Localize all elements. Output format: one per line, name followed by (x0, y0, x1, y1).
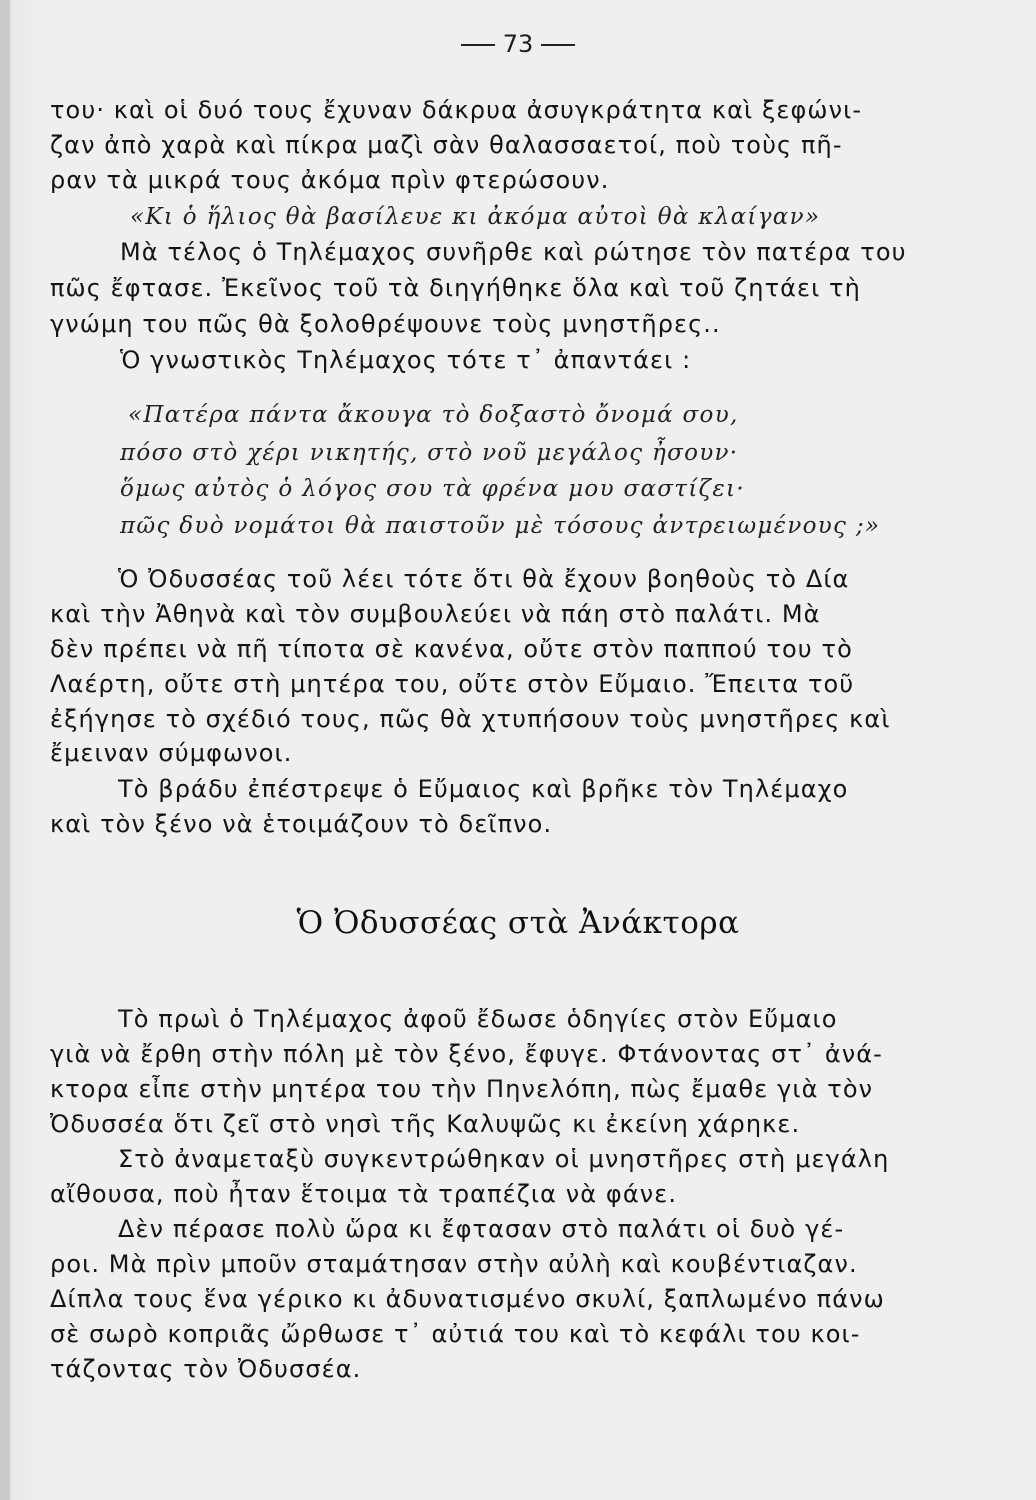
text-line: του· καὶ οἱ δυό τους ἔχυναν δάκρυα ἀσυγκράτητα καὶ ξεφώνι- (50, 96, 863, 124)
text-line: σὲ σωρὸ κοπριᾶς ὤρθωσε τ᾽ αὐτιά του καὶ τὸ κεφάλι του κοι- (50, 1320, 861, 1348)
poem-line: πόσο στὸ χέρι νικητής, στὸ νοῦ μεγάλος ἦσουν· (120, 440, 739, 466)
text-line: ζαν ἀπὸ χαρὰ καὶ πίκρα μαζὶ σὰν θαλασσαετοί, ποὺ τοὺς πῆ- (50, 131, 843, 159)
text-line: καὶ τὴν Ἀθηνὰ καὶ τὸν συμβουλεύει νὰ πάη στὸ παλάτι. Μὰ (50, 600, 821, 628)
page-number: 73 (0, 30, 1036, 58)
text-line: καὶ τὸν ξένο νὰ ἑτοιμάζουν τὸ δεῖπνο. (50, 810, 553, 838)
text-line: Μὰ τέλος ὁ Τηλέμαχος συνῆρθε καὶ ρώτησε τὸν πατέρα του (120, 238, 907, 266)
poem-line: πῶς δυὸ νομάτοι θὰ παιστοῦν μὲ τόσους ἀντρειωμένους ;» (120, 513, 881, 539)
text-line: Λαέρτη, οὔτε στὴ μητέρα του, οὔτε στὸν Εὔμαιο. Ἔπειτα τοῦ (50, 670, 855, 698)
page-number-dash-right (541, 44, 575, 46)
text-line: Τὸ πρωὶ ὁ Τηλέμαχος ἀφοῦ ἔδωσε ὁδηγίες στὸν Εὔμαιο (118, 1005, 838, 1033)
text-line: ροι. Μὰ πρὶν μποῦν σταμάτησαν στὴν αὐλὴ καὶ κουβέντιαζαν. (50, 1250, 858, 1278)
chapter-title: Ὁ Ὀδυσσέας στὰ Ἀνάκτορα (296, 905, 740, 941)
quote-line: «Κι ὁ ἥλιος θὰ βασίλευε κι ἀκόμα αὐτοὶ θὰ κλαίγαν» (130, 204, 821, 230)
text-line: Ὁ γνωστικὸς Τηλέμαχος τότε τ᾽ ἀπαντάει : (120, 346, 692, 374)
text-line: πῶς ἔφτασε. Ἐκεῖνος τοῦ τὰ διηγήθηκε ὅλα καὶ τοῦ ζητάει τὴ (50, 274, 861, 302)
poem-line: ὅμως αὐτὸς ὁ λόγος σου τὰ φρένα μου σαστίζει· (120, 476, 745, 502)
text-line: αἴθουσα, ποὺ ἦταν ἕτοιμα τὰ τραπέζια νὰ φάνε. (50, 1180, 678, 1208)
text-line: ἐξήγησε τὸ σχέδιό τους, πῶς θὰ χτυπήσουν τοὺς μνηστῆρες καὶ (50, 705, 891, 733)
text-line: Δὲν πέρασε πολὺ ὥρα κι ἔφτασαν στὸ παλάτι οἱ δυὸ γέ- (118, 1215, 845, 1243)
text-line: τάζοντας τὸν Ὀδυσσέα. (50, 1355, 362, 1383)
text-line: Τὸ βράδυ ἐπέστρεψε ὁ Εὔμαιος καὶ βρῆκε τὸν Τηλέμαχο (118, 775, 849, 803)
text-line: ἔμειναν σύμφωνοι. (50, 739, 293, 767)
page-number-dash-left (461, 44, 495, 46)
text-line: Δίπλα τους ἕνα γέρικο κι ἀδυνατισμένο σκυλί, ξαπλωμένο πάνω (50, 1285, 885, 1313)
text-line: Ὁ Ὀδυσσέας τοῦ λέει τότε ὅτι θὰ ἔχουν βοηθοὺς τὸ Δία (118, 565, 850, 593)
text-line: γιὰ νὰ ἔρθη στὴν πόλη μὲ τὸν ξένο, ἔφυγε. Φτάνοντας στ᾽ ἀνά- (50, 1040, 883, 1068)
text-line: κτορα εἶπε στὴν μητέρα του τὴν Πηνελόπη, πὼς ἔμαθε γιὰ τὸν (50, 1075, 874, 1103)
text-line: ραν τὰ μικρά τους ἀκόμα πρὶν φτερώσουν. (50, 166, 610, 194)
page-spine-shadow (0, 0, 10, 1500)
poem-line: «Πατέρα πάντα ἄκουγα τὸ δοξαστὸ ὄνομά σου, (128, 402, 739, 428)
text-line: Στὸ ἀναμεταξὺ συγκεντρώθηκαν οἱ μνηστῆρες στὴ μεγάλη (118, 1145, 890, 1173)
text-line: δὲν πρέπει νὰ πῆ τίποτα σὲ κανένα, οὔτε στὸν παππού του τὸ (50, 635, 853, 663)
text-line: γνώμη του πῶς θὰ ξολοθρέψουνε τοὺς μνηστῆρες.. (50, 310, 721, 338)
text-line: Ὀδυσσέα ὅτι ζεῖ στὸ νησὶ τῆς Καλυψῶς κι ἐκείνη χάρηκε. (50, 1110, 801, 1138)
